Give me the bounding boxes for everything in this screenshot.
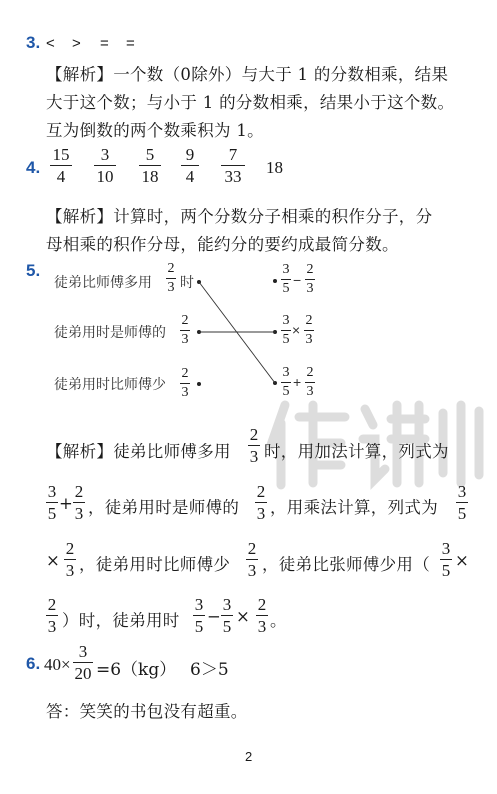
q5-right-3-op: + [293,374,302,390]
q5-left-2-text: 徒弟用时是师傅的 [54,324,166,340]
q4-analysis-line-1: 【解析】计算时，两个分数分子相乘的积作分子，分 [46,207,433,226]
q5-analysis-l2b: ，用乘法计算，列式为 [270,498,438,517]
q5-analysis-frac-12: 2 3 [257,595,267,636]
q6-fraction: 3 20 [74,642,92,683]
q4-answer-2: 3 10 [94,146,116,185]
q5-left-1-suffix: 时 [180,274,194,290]
q5-analysis-frac-5: 3 5 [457,482,467,523]
q5-line-left1-right3 [199,282,275,383]
page-number: 2 [245,749,253,764]
q5-analysis-frac-11: 3 5 [222,595,232,636]
q6-compare: 6＞5 [190,660,229,680]
q5-analysis-frac-2: 3 5 [47,482,57,523]
q4-answer-3: 5 18 [139,146,161,185]
q5-right-1-frac-b: 2 3 [306,262,314,296]
q5-analysis-frac-9: 2 3 [47,595,57,636]
q5-analysis-l1b: 时，用加法计算，列式为 [264,442,449,461]
q4-answer-1: 15 4 [50,146,72,185]
q4-answer-5: 7 33 [221,146,245,185]
q5-analysis-l1a: 【解析】徒弟比师傅多用 [46,442,231,461]
q6-answer: 答：笑笑的书包没有超重。 [46,702,248,721]
q5-analysis-frac-7: 2 3 [247,539,257,580]
q5-number: 5. [26,261,41,280]
q5-right-3-frac-a: 3 5 [282,365,290,399]
q5-left-2-fraction: 2 3 [181,313,189,347]
q4-answer-6: 18 [266,158,283,177]
q5-analysis-frac-6: 2 3 [65,539,75,580]
q5-analysis-plus: + [59,494,74,513]
q4-answer-4: 9 4 [181,146,199,185]
q6-expr-b: =6（kg） [96,660,177,680]
q5-right-3-frac-b: 2 3 [306,365,314,399]
q5-analysis-frac-8: 3 5 [441,539,451,580]
q5-right-2-frac-b: 2 3 [305,313,313,347]
q3-answer-2: > [72,35,81,52]
q3-analysis-line-3: 互为倒数的两个数乘积为 1。 [46,121,264,140]
q5-analysis-l3b: ，徒弟用时比师傅少 [79,555,231,574]
q6-number: 6. [26,654,41,673]
q5-right-2-frac-a: 3 5 [282,313,290,347]
q5-analysis-l3a: × [46,551,61,570]
q5-analysis-l3d: × [455,551,470,570]
q5-right-1-frac-a: 3 5 [282,262,290,296]
q5-right-2-op: × [292,322,301,338]
q5-analysis-l4b: − [207,607,222,626]
q3-answer-4: = [126,35,135,52]
q5-analysis-l2a: ，徒弟用时是师傅的 [88,498,240,517]
q5-analysis-frac-3: 2 3 [74,482,84,523]
q6-expr-a: 40× [44,655,71,674]
q3-analysis-line-2: 大于这个数；与小于 1 的分数相乘，结果小于这个数。 [46,93,455,112]
q3-analysis-line-1: 【解析】一个数（0除外）与大于 1 的分数相乘，结果 [46,65,449,84]
q5-analysis-l4c: × [236,607,251,626]
q3-answer-1: < [46,35,55,52]
q5-analysis-frac-10: 3 5 [194,595,204,636]
q5-left-1-text: 徒弟比师傅多用 [54,274,152,290]
q4-analysis-line-2: 母相乘的积作分母，能约分的要约成最简分数。 [46,235,399,254]
q5-left-3-fraction: 2 3 [181,366,189,400]
q3-answer-3: = [100,35,109,52]
q3-number: 3. [26,33,41,52]
q5-analysis-l4a: ）时，徒弟用时 [62,611,180,630]
q5-analysis-frac-4: 2 3 [256,482,266,523]
q4-number: 4. [26,158,41,177]
q5-analysis-frac-1: 2 3 [249,425,259,466]
q5-analysis-l4d: 。 [270,611,287,630]
q5-right-1-op: − [293,272,302,288]
q5-left-3-text: 徒弟用时比师傅少 [54,376,166,392]
q5-analysis-l3c: ，徒弟比张师傅少用（ [262,555,430,574]
q5-left-1-fraction: 2 3 [167,261,175,295]
